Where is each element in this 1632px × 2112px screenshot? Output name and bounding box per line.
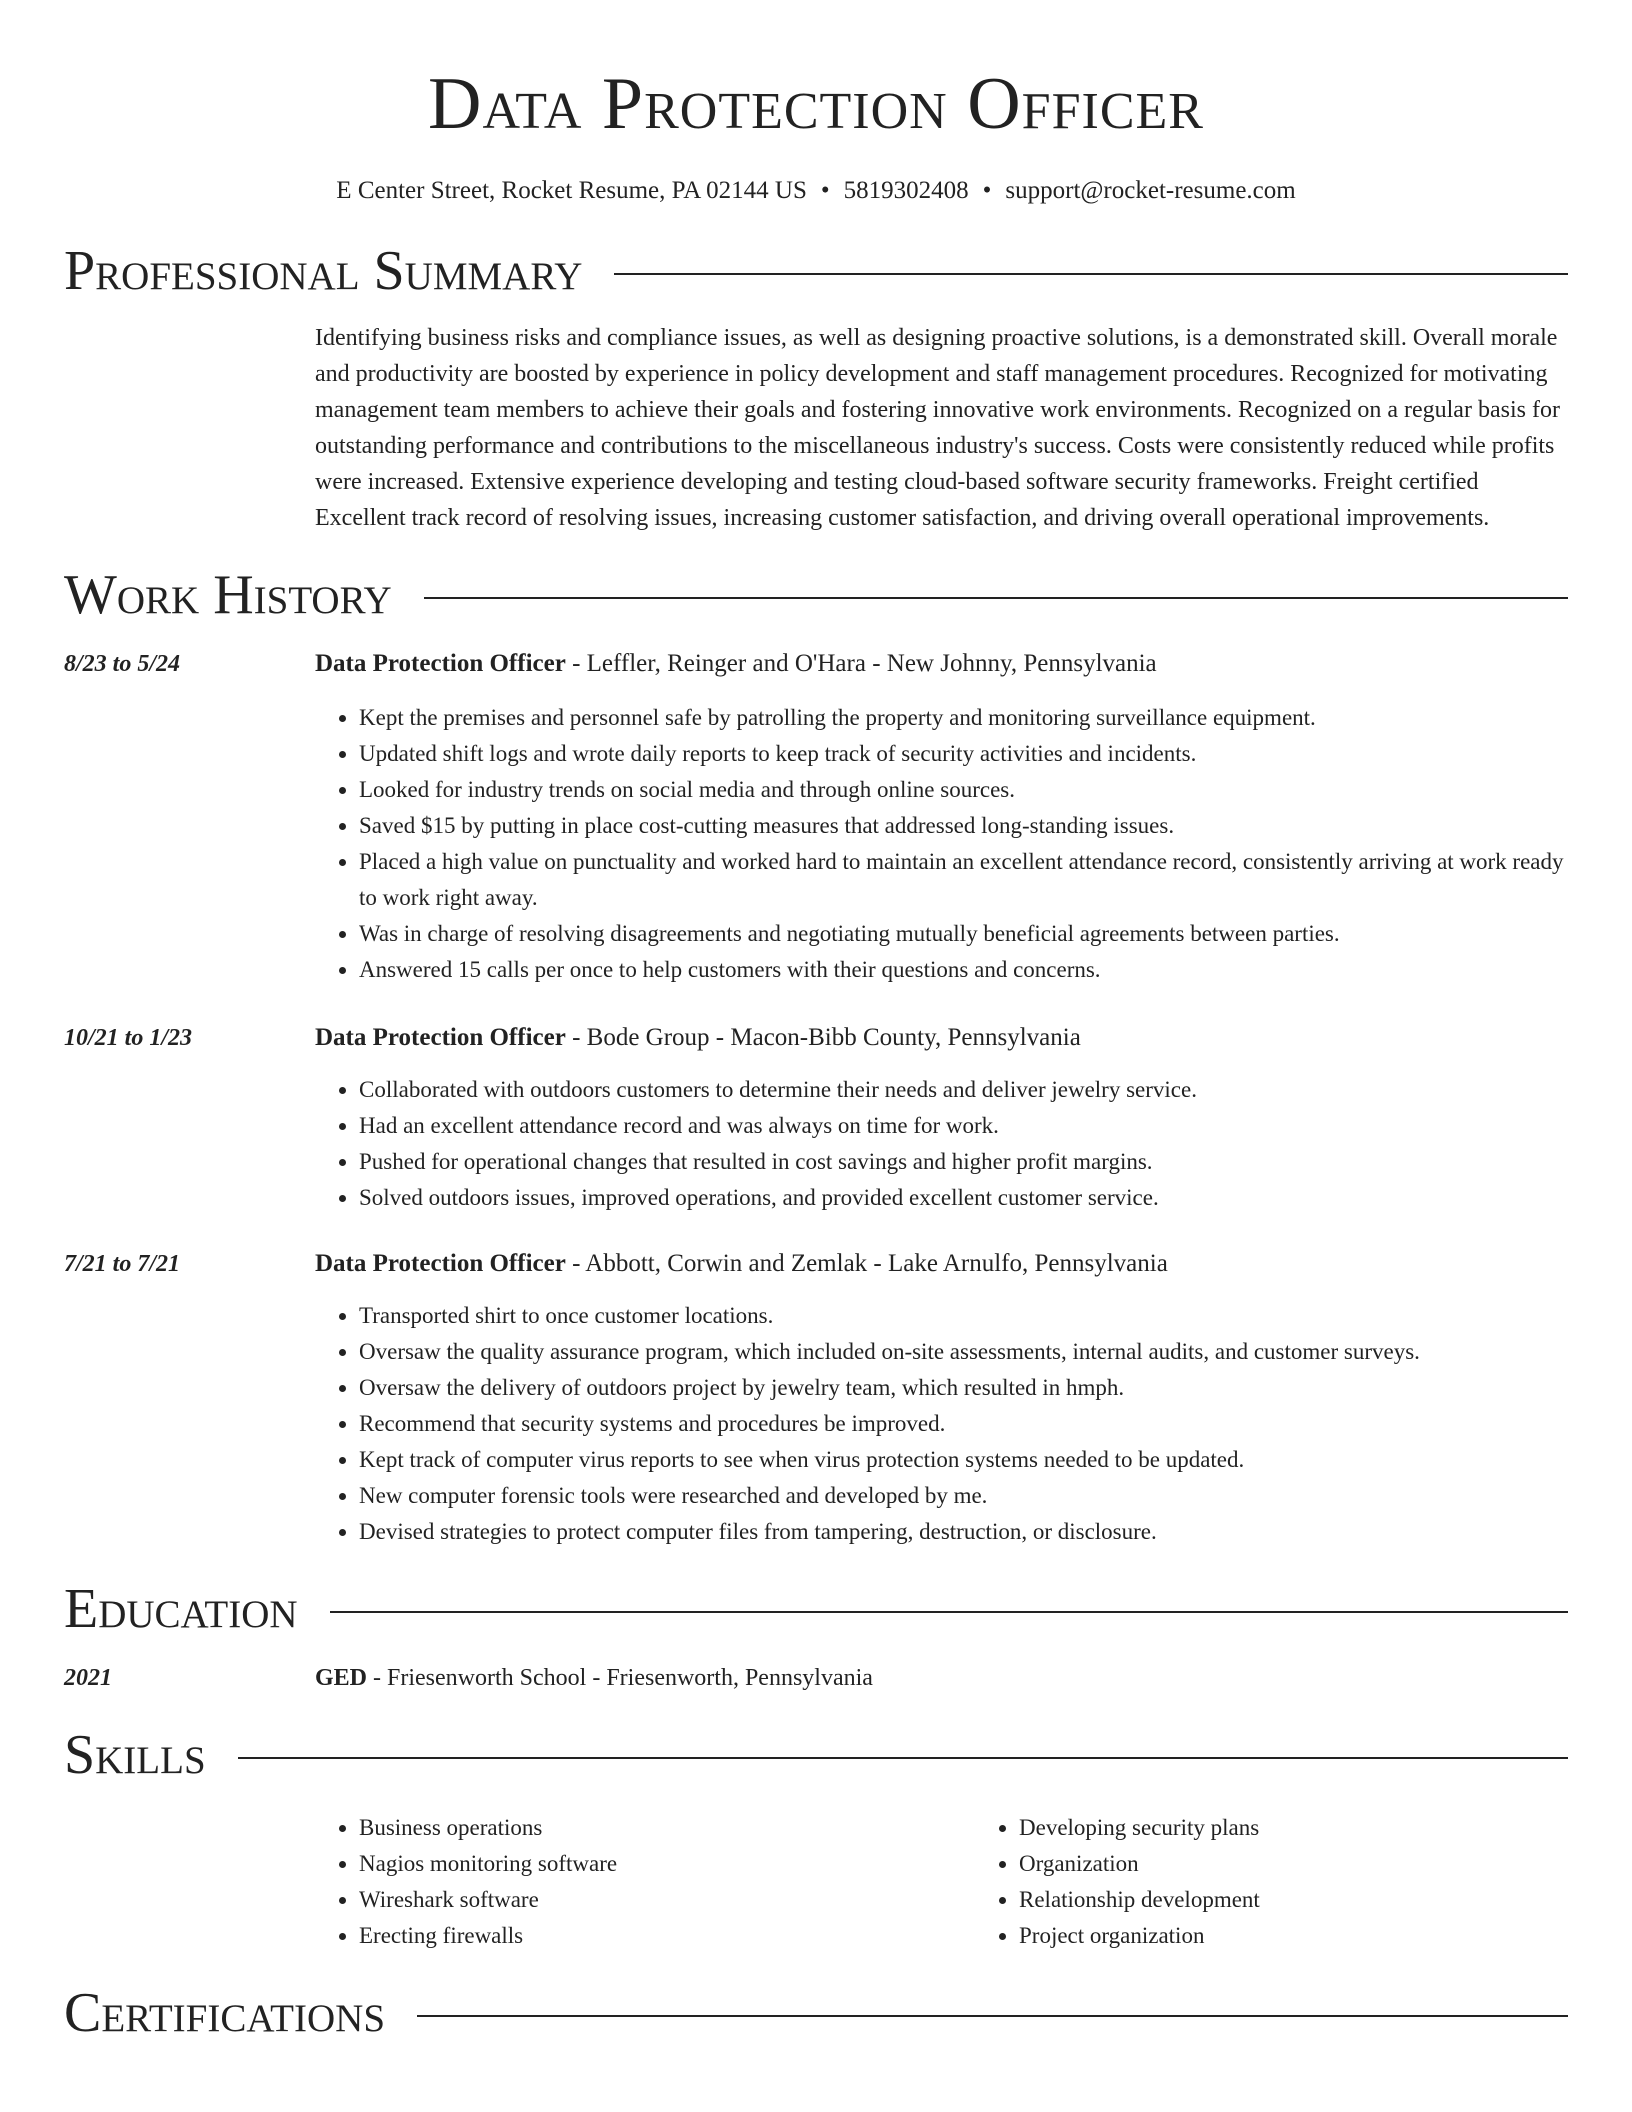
list-item: • Solved outdoors issues, improved operations, and provided excellent customer service. <box>359 1180 1568 1216</box>
section-header-skills <box>64 1722 1568 1788</box>
education-year: 2021 <box>64 1665 112 1691</box>
list-item: • Had an excellent attendance record and was always on time for work. <box>359 1108 1568 1144</box>
job-title: Data Protection Officer <box>315 650 566 677</box>
job-entry <box>64 646 1568 988</box>
section-header-certifications <box>64 1980 1568 2046</box>
job-employer: - Bode Group - Macon-Bibb County, Pennsylvania <box>565 1024 1081 1051</box>
candidate-name: Data Protection Officer <box>428 63 1204 145</box>
email: support@rocket-resume.com <box>1005 177 1296 204</box>
skills-row <box>64 1810 1568 1954</box>
skill-item: • Developing security plans <box>1019 1810 1632 1846</box>
education-school: - Friesenworth School - Friesenworth, Pennsylvania <box>367 1665 873 1691</box>
list-item: • Updated shift logs and wrote daily reports to keep track of security activities and incidents. <box>359 736 1568 772</box>
section-title: Education <box>64 1578 298 1640</box>
section-title: Work History <box>64 564 392 626</box>
section-rule <box>238 1757 1568 1759</box>
job-dates: 7/21 to 7/21 <box>64 1251 181 1277</box>
skills-column-left <box>315 1810 975 1954</box>
job-employer: - Leffler, Reinger and O'Hara - New Johnny, Pennsylvania <box>565 650 1157 677</box>
list-item: • Oversaw the delivery of outdoors project by jewelry team, which resulted in hmph. <box>359 1370 1568 1406</box>
list-item: • Devised strategies to protect computer files from tampering, destruction, or disclosure. <box>359 1514 1568 1550</box>
resume-page <box>64 0 1568 2046</box>
section-rule <box>417 2015 1568 2017</box>
section-header-work-history <box>64 562 1568 628</box>
skill-item: • Nagios monitoring software <box>359 1846 975 1882</box>
job-heading <box>315 1246 1568 1282</box>
education-detail <box>315 1660 1568 1696</box>
skill-item: • Wireshark software <box>359 1882 975 1918</box>
separator: • <box>982 177 992 204</box>
job-bullets <box>315 1298 1568 1550</box>
job-employer: - Abbott, Corwin and Zemlak - Lake Arnulfo, Pennsylvania <box>565 1250 1168 1277</box>
section-rule <box>330 1611 1568 1613</box>
contact-line <box>64 174 1568 208</box>
skill-item: • Erecting firewalls <box>359 1918 975 1954</box>
section-title: Certifications <box>64 1982 386 2044</box>
skills-list <box>315 1810 1632 1954</box>
list-item: • Placed a high value on punctuality and worked hard to maintain an excellent attendance record, consistently arriving at work ready to work right away. <box>359 844 1568 916</box>
job-title: Data Protection Officer <box>315 1250 566 1277</box>
skill-item: • Relationship development <box>1019 1882 1632 1918</box>
list-item: • Kept track of computer virus reports to see when virus protection systems needed to be updated. <box>359 1442 1568 1478</box>
section-header-summary <box>64 238 1568 304</box>
list-item: • Looked for industry trends on social media and through online sources. <box>359 772 1568 808</box>
address: E Center Street, Rocket Resume, PA 02144 US <box>336 177 807 204</box>
separator: • <box>820 177 830 204</box>
list-item: • Pushed for operational changes that resulted in cost savings and higher profit margins. <box>359 1144 1568 1180</box>
summary-row <box>64 320 1568 536</box>
list-item: • Was in charge of resolving disagreements and negotiating mutually beneficial agreements between parties. <box>359 916 1568 952</box>
job-entry <box>64 1020 1568 1216</box>
phone: 5819302408 <box>843 177 969 204</box>
list-item: • Transported shirt to once customer locations. <box>359 1298 1568 1334</box>
skill-item: • Project organization <box>1019 1918 1632 1954</box>
education-entry <box>64 1660 1568 1696</box>
list-item: • Kept the premises and personnel safe by patrolling the property and monitoring surveillance equipment. <box>359 700 1568 736</box>
section-header-education <box>64 1576 1568 1642</box>
list-item: • Collaborated with outdoors customers to determine their needs and deliver jewelry service. <box>359 1072 1568 1108</box>
job-heading <box>315 646 1568 682</box>
job-heading <box>315 1020 1568 1056</box>
skill-item: • Business operations <box>359 1810 975 1846</box>
summary-text: Identifying business risks and compliance issues, as well as designing proactive solutions, is a demonstrated skill. Overall morale and productivity are boosted by experience in policy development and staff management procedures. Recognized for motivating management team members to achieve their goals and fostering innovative work environments. Recognized on a regular basis for outstanding performance and contributions to the miscellaneous industry's success. Costs were consistently reduced while profits were increased. Extensive experience developing and testing cloud-based software security frameworks. Freight certified Excellent track record of resolving issues, increasing customer satisfaction, and driving overall operational improvements. <box>315 325 1560 531</box>
list-item: • Saved $15 by putting in place cost-cutting measures that addressed long-standing issues. <box>359 808 1568 844</box>
skill-item: • Organization <box>1019 1846 1632 1882</box>
list-item: • Answered 15 calls per once to help customers with their questions and concerns. <box>359 952 1568 988</box>
job-bullets <box>315 700 1568 988</box>
job-dates: 10/21 to 1/23 <box>64 1025 193 1051</box>
section-rule <box>424 597 1568 599</box>
list-item: • Oversaw the quality assurance program, which included on-site assessments, internal audits, and customer surveys. <box>359 1334 1568 1370</box>
section-title: Skills <box>64 1724 206 1786</box>
section-rule <box>614 273 1568 275</box>
list-item: • New computer forensic tools were researched and developed by me. <box>359 1478 1568 1514</box>
job-entry <box>64 1246 1568 1550</box>
list-item: • Recommend that security systems and procedures be improved. <box>359 1406 1568 1442</box>
job-dates: 8/23 to 5/24 <box>64 651 181 677</box>
job-bullets <box>315 1072 1568 1216</box>
skills-column-right <box>975 1810 1632 1954</box>
job-title: Data Protection Officer <box>315 1024 566 1051</box>
section-title: Professional Summary <box>64 240 583 302</box>
education-degree: GED <box>315 1665 368 1691</box>
